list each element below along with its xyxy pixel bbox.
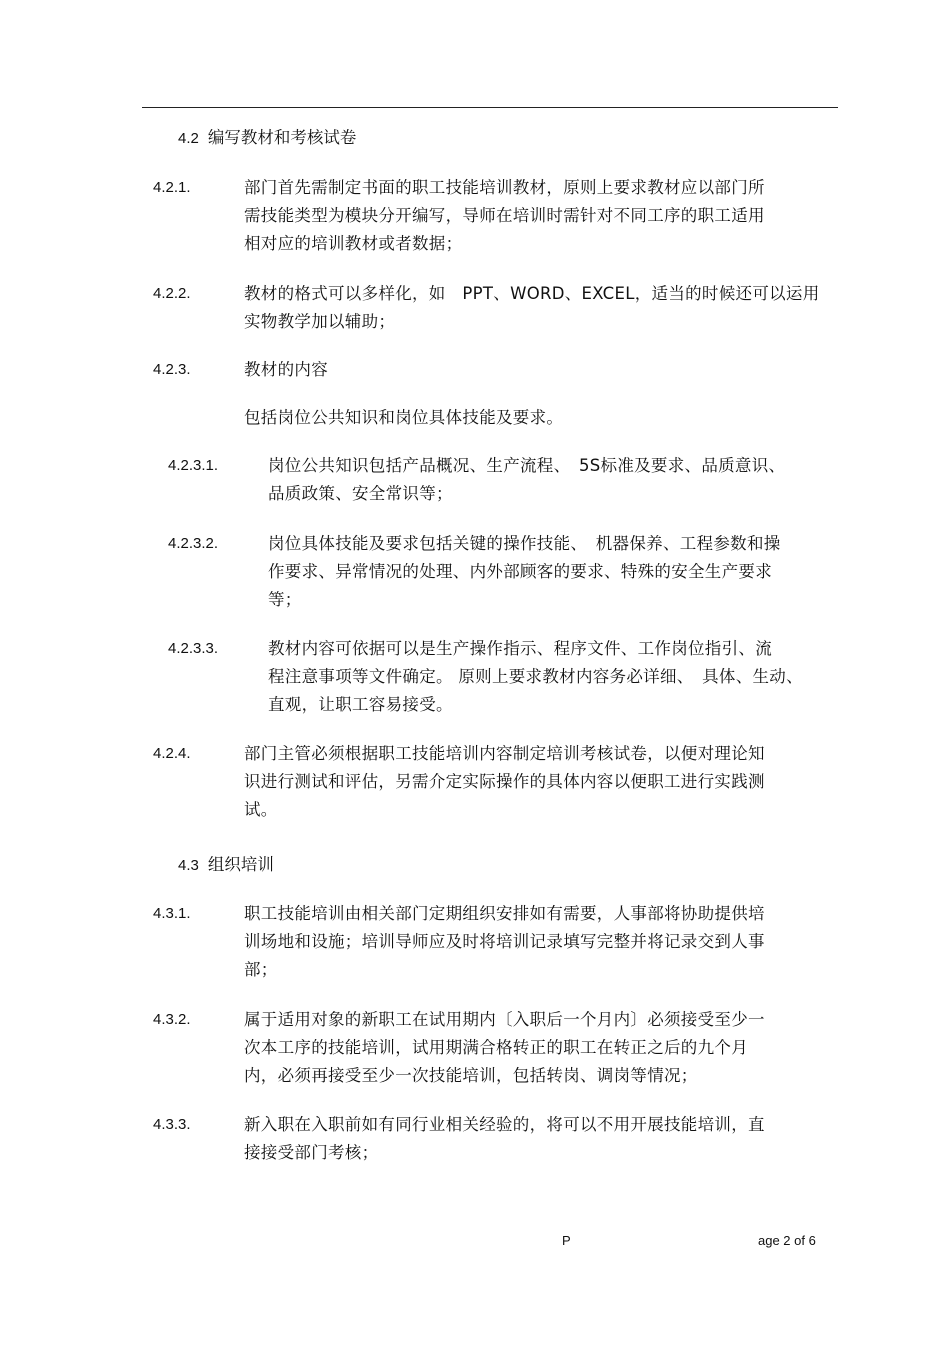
item-number-4-2-3-3: 4.2.3.3. <box>168 640 219 657</box>
paragraph-line: 职工技能培训由相关部门定期组织安排如有需要，人事部将协助提供培 <box>244 904 765 923</box>
paragraph-line: 次本工序的技能培训，试用期满合格转正的职工在转正之后的九个月 <box>244 1038 748 1057</box>
paragraph-line: 部门主管必须根据职工技能培训内容制定培训考核试卷，以便对理论知 <box>244 744 765 763</box>
paragraph-line: 需技能类型为模块分开编写，导师在培训时需针对不同工序的职工适用 <box>244 206 765 225</box>
footer-page-number: age 2 of 6 <box>758 1233 816 1248</box>
item-number-4-2-3-1: 4.2.3.1. <box>168 457 219 474</box>
item-number-4-3-2: 4.3.2. <box>153 1011 191 1028</box>
item-number-4-2-4: 4.2.4. <box>153 745 191 762</box>
paragraph-line: 教材内容可依据可以是生产操作指示、程序文件、工作岗位指引、流 <box>268 639 772 658</box>
item-number-4-2-1: 4.2.1. <box>153 179 191 196</box>
paragraph-line: 等； <box>268 590 302 609</box>
paragraph-line: 训场地和设施；培训导师应及时将培训记录填写完整并将记录交到人事 <box>244 932 765 951</box>
item-number-4-2-3-2: 4.2.3.2. <box>168 535 219 552</box>
paragraph-line: 教材的内容 <box>244 360 328 379</box>
item-number-4-2-3: 4.2.3. <box>153 361 191 378</box>
section-number: 4.2 <box>178 130 199 147</box>
paragraph-line: 识进行测试和评估，另需介定实际操作的具体内容以便职工进行实践测 <box>244 772 765 791</box>
paragraph-line: 岗位公共知识包括产品概况、生产流程、 5S标准及要求、品质意识、 <box>268 456 786 475</box>
paragraph-line: 包括岗位公共知识和岗位具体技能及要求。 <box>244 408 564 427</box>
section-number: 4.3 <box>178 857 199 874</box>
paragraph-line: 部门首先需制定书面的职工技能培训教材，原则上要求教材应以部门所 <box>244 178 765 197</box>
item-number-4-3-1: 4.3.1. <box>153 905 191 922</box>
paragraph-line: 作要求、异常情况的处理、内外部顾客的要求、特殊的安全生产要求 <box>268 562 772 581</box>
paragraph-line: 岗位具体技能及要求包括关键的操作技能、 机器保养、工程参数和操 <box>268 534 781 553</box>
section-heading-4-3 <box>178 855 274 876</box>
item-number-4-3-3: 4.3.3. <box>153 1116 191 1133</box>
paragraph-line: 相对应的培训教材或者数据； <box>244 234 463 253</box>
paragraph-line: 部； <box>244 960 278 979</box>
item-number-4-2-2: 4.2.2. <box>153 285 191 302</box>
paragraph-line: 程注意事项等文件确定。 原则上要求教材内容务必详细、 具体、生动、 <box>268 667 803 686</box>
paragraph-line: 直观，让职工容易接受。 <box>268 695 453 714</box>
paragraph-line: 实物教学加以辅助； <box>244 312 396 331</box>
paragraph-line: 试。 <box>244 800 278 819</box>
header-rule <box>142 107 838 108</box>
footer-page-prefix: P <box>562 1233 571 1248</box>
paragraph-line: 品质政策、安全常识等； <box>268 484 453 503</box>
section-title: 编写教材和考核试卷 <box>207 128 357 147</box>
paragraph-line: 属于适用对象的新职工在试用期内〔入职后一个月内〕必须接受至少一 <box>244 1010 765 1029</box>
section-heading-4-2 <box>178 128 356 149</box>
paragraph-line: 内，必须再接受至少一次技能培训，包括转岗、调岗等情况； <box>244 1066 698 1085</box>
paragraph-line: 接接受部门考核； <box>244 1143 379 1162</box>
paragraph-line: 教材的格式可以多样化，如 PPT、WORD、EXCEL，适当的时候还可以运用 <box>244 284 820 303</box>
section-title: 组织培训 <box>207 855 274 874</box>
paragraph-line: 新入职在入职前如有同行业相关经验的，将可以不用开展技能培训，直 <box>244 1115 765 1134</box>
